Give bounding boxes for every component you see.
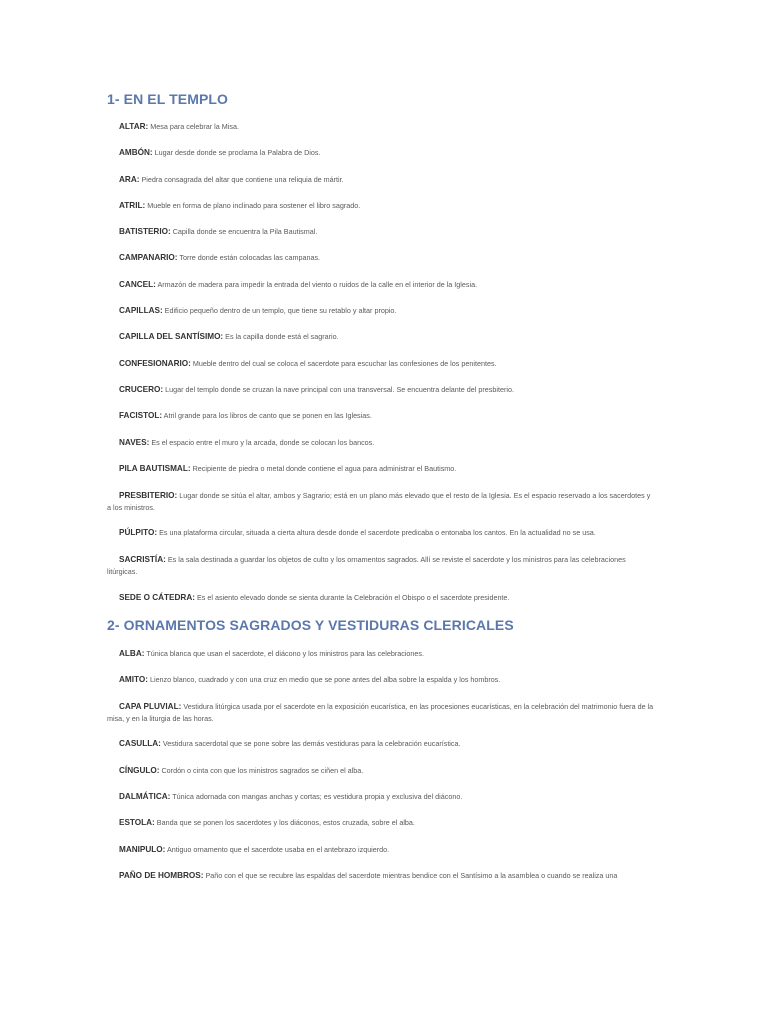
entry-term: ESTOLA:: [119, 818, 155, 827]
entry-definition: Banda que se ponen los sacerdotes y los diáconos, estos cruzada, sobre el alba.: [156, 818, 415, 827]
entry-definition: Atril grande para los libros de canto que se ponen en las Iglesias.: [163, 411, 372, 420]
entry-definition: Armazón de madera para impedir la entrada del viento o ruidos de la calle en el interior de la Iglesia.: [157, 280, 478, 289]
entry-dalmatica: [107, 791, 655, 803]
entry-definition: Túnica blanca que usan el sacerdote, el diácono y los ministros para las celebraciones.: [146, 649, 425, 658]
entry-definition: Antiguo ornamento que el sacerdote usaba en el antebrazo izquierdo.: [167, 845, 390, 854]
entry-definition: Es el espacio entre el muro y la arcada, donde se colocan los bancos.: [151, 438, 375, 447]
entry-sacristia: [107, 554, 655, 578]
entry-definition: Cordón o cinta con que los ministros sagrados se ciñen el alba.: [161, 766, 364, 775]
entry-definition: Mueble dentro del cual se coloca el sacerdote para escuchar las confesiones de los penitentes.: [192, 359, 497, 368]
entry-amito: [107, 674, 655, 686]
entry-term: SEDE O CÁTEDRA:: [119, 593, 195, 602]
entry-definition: Recipiente de piedra o metal donde contiene el agua para administrar el Bautismo.: [192, 464, 457, 473]
entry-definition: Mesa para celebrar la Misa.: [150, 122, 239, 131]
entry-crucero: [107, 384, 655, 396]
entry-term: PRESBITERIO:: [119, 491, 178, 500]
entry-facistol: [107, 410, 655, 422]
entry-altar: [107, 121, 655, 133]
entry-term: CRUCERO:: [119, 385, 164, 394]
entry-casulla: [107, 738, 655, 750]
entry-sede-catedra: [107, 592, 655, 604]
entry-term: CAPILLAS:: [119, 306, 163, 315]
entry-presbiterio: [107, 490, 655, 514]
entry-capa-pluvial: [107, 701, 655, 725]
entry-alba: [107, 648, 655, 660]
entry-definition: Capilla donde se encuentra la Pila Bautismal.: [172, 227, 318, 236]
entry-term: CASULLA:: [119, 739, 161, 748]
entry-definition: Piedra consagrada del altar que contiene una reliquia de mártir.: [141, 175, 344, 184]
entry-term: ARA:: [119, 175, 140, 184]
entry-definition: Lugar del templo donde se cruzan la nave principal con una transversal. Se encuentra delante del presbiterio.: [165, 385, 514, 394]
entry-naves: [107, 437, 655, 449]
entry-ambon: [107, 147, 655, 159]
entry-term: CANCEL:: [119, 280, 156, 289]
entry-definition: Paño con el que se recubre las espaldas del sacerdote mientras bendice con el Santísimo a la asamblea o cuando se realiza una: [205, 871, 618, 880]
entry-definition: Es una plataforma circular, situada a cierta altura desde donde el sacerdote predicaba o entonaba los cantos. En la actualidad no se usa.: [159, 528, 596, 537]
entry-definition: Vestidura litúrgica usada por el sacerdote en la exposición eucarística, en las procesiones eucarísticas, en la celebración del matrimonio fuera de la misa, y en la liturgia de las horas.: [107, 702, 654, 723]
entry-term: PILA BAUTISMAL:: [119, 464, 191, 473]
entry-term: CÍNGULO:: [119, 766, 160, 775]
entry-batisterio: [107, 226, 655, 238]
entry-definition: Mueble en forma de plano inclinado para sostener el libro sagrado.: [147, 201, 361, 210]
entry-term: FACISTOL:: [119, 411, 163, 420]
entry-term: PÚLPITO:: [119, 528, 158, 537]
entry-cingulo: [107, 765, 655, 777]
entry-definition: Es el asiento elevado donde se sienta durante la Celebración el Obispo o el sacerdote presidente.: [196, 593, 510, 602]
entry-term: CAPA PLUVIAL:: [119, 702, 182, 711]
entry-definition: Edificio pequeño dentro de un templo, que tiene su retablo y altar propio.: [164, 306, 397, 315]
entry-definition: Lugar donde se sitúa el altar, ambos y Sagrario; está en un plano más elevado que el resto de la Iglesia. Es el espacio reservado a los sacerdotes y a los ministros.: [107, 491, 651, 512]
entry-cancel: [107, 279, 655, 291]
entry-definition: Es la capilla donde está el sagrario.: [225, 332, 339, 341]
entry-definition: Torre donde están colocadas las campanas.: [179, 253, 321, 262]
entry-definition: Túnica adornada con mangas anchas y cortas; es vestidura propia y exclusiva del diácono.: [172, 792, 463, 801]
entry-estola: [107, 817, 655, 829]
entry-pulpito: [107, 527, 655, 539]
entry-definition: Vestidura sacerdotal que se pone sobre las demás vestiduras para la celebración eucarística.: [162, 739, 461, 748]
entry-term: CAPILLA DEL SANTÍSIMO:: [119, 332, 224, 341]
section-title-templo: 1- EN EL TEMPLO: [107, 91, 229, 107]
entry-term: AMBÓN:: [119, 148, 153, 157]
entry-term: CONFESIONARIO:: [119, 359, 191, 368]
entry-term: SACRISTÍA:: [119, 555, 166, 564]
entry-definition: Lugar desde donde se proclama la Palabra de Dios.: [154, 148, 321, 157]
entry-definition: Es la sala destinada a guardar los objetos de culto y los ornamentos sagrados. Allí se reviste el sacerdote y los ministros para las celebraciones litúrgicas.: [107, 555, 626, 576]
entry-pila-bautismal: [107, 463, 655, 475]
entry-campanario: [107, 252, 655, 264]
entry-term: ATRIL:: [119, 201, 146, 210]
entry-definition: Lienzo blanco, cuadrado y con una cruz en medio que se pone antes del alba sobre la espalda y los hombros.: [149, 675, 501, 684]
entry-atril: [107, 200, 655, 212]
entry-confesionario: [107, 358, 655, 370]
entry-ara: [107, 174, 655, 186]
entry-term: PAÑO DE HOMBROS:: [119, 871, 204, 880]
entry-term: NAVES:: [119, 438, 150, 447]
entry-term: AMITO:: [119, 675, 148, 684]
entry-term: DALMÁTICA:: [119, 792, 171, 801]
section-title-ornamentos: 2- ORNAMENTOS SAGRADOS Y VESTIDURAS CLERICALES: [107, 617, 514, 633]
entry-term: ALTAR:: [119, 122, 149, 131]
entry-manipulo: [107, 844, 655, 856]
entry-term: ALBA:: [119, 649, 145, 658]
entry-capillas: [107, 305, 655, 317]
entry-term: BATISTERIO:: [119, 227, 171, 236]
entry-capilla-santisimo: [107, 331, 655, 343]
entry-pano-de-hombros: [107, 870, 655, 882]
entry-term: MANIPULO:: [119, 845, 166, 854]
entry-term: CAMPANARIO:: [119, 253, 178, 262]
